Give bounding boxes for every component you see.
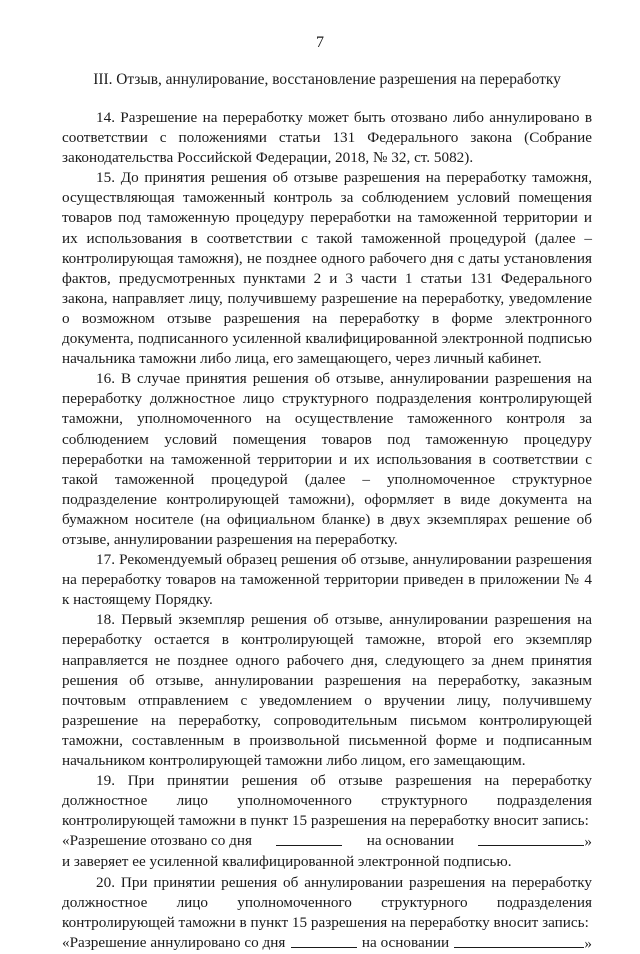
record-19-prefix: «Разрешение отозвано со дня [62,832,252,850]
record-20-prefix: «Разрешение аннулировано со дня [62,933,286,951]
record-line-20 [62,933,592,954]
page-number: 7 [316,34,324,51]
record-20-basis-group [454,933,592,954]
paragraph-15: 15. До принятия решения об отзыве разрешения на переработку таможня, осуществляющая таможенный контроль за соблюдением условий помещения товаров под таможенную процедуру переработки на таможенной территории и их использования в соответствии с такой таможенной процедурой (далее – контролирующая таможня), не позднее одного рабочего дня с даты установления фактов, предусмотренных пунктами 2 и 3 части 1 статьи 131 Федерального закона, направляет лицу, получившему разрешение на переработку, уведомление о возможном отзыве разрешения на переработку в форме электронного документа, подписанного усиленной квалифицированной электронной подписью начальника таможни либо лица, его замещающего, через личный кабинет. [62,169,592,368]
paragraph-17: 17. Рекомендуемый образец решения об отзыве, аннулировании разрешения на переработку товаров на таможенной территории приведен в приложении № 4 к настоящему Порядку. [62,551,592,609]
paragraph-16: 16. В случае принятия решения об отзыве, аннулировании разрешения на переработку должностное лицо структурного подразделения контролирующей таможни, уполномоченного на осуществление таможенного контроля за соблюдением условий помещения товаров под таможенную процедуру переработки на таможенной территории и их использования в соответствии с такой таможенной процедурой (далее – уполномоченное структурное подразделение контролирующей таможни), оформляет в виде документа на бумажном носителе (на официальном бланке) в двух экземплярах решение об отзыве, аннулировании разрешения на переработку. [62,370,592,548]
paragraph-14: 14. Разрешение на переработку может быть отозвано либо аннулировано в соответствии с положениями статьи 131 Федерального закона (Собрание законодательства Российской Федерации, 2018, № 32, ст. 5082). [62,109,592,167]
record-19-basis: на основании [366,832,454,850]
date-blank-line [291,933,357,948]
record-20-close: » [584,934,592,952]
section-title: III. Отзыв, аннулирование, восстановление разрешения на переработку [93,71,561,88]
record-20-basis: на основании [361,933,450,951]
paragraph-18: 18. Первый экземпляр решения об отзыве, аннулировании разрешения на переработку остается в контролирующей таможне, второй его экземпляр направляется не позднее одного рабочего дня, следующего за днем принятия решения об отзыве, аннулировании разрешения на переработку, заказным почтовым отправлением с уведомлением о вручении лицу, получившему разрешение на переработку, сопроводительным письмом контролирующей таможни, составленным в произвольной письменной форме и подписанным начальником контролирующей таможни либо лицом, его замещающим. [62,611,592,769]
record-19-close: » [584,833,592,851]
basis-blank-line [454,933,584,948]
date-blank-line [276,831,342,846]
paragraph-20: 20. При принятии решения об аннулировании разрешения на переработку должностное лицо уполномоченного структурного подразделения контролирующей таможни в пункт 15 разрешения на переработку вносит запись: [62,873,592,931]
paragraph-19-end: и заверяет ее усиленной квалифицированной электронной подписью. [62,853,512,871]
basis-blank-line [478,831,584,846]
paragraph-19: 19. При принятии решения об отзыве разрешения на переработку должностное лицо уполномоченного структурного подразделения контролирующей таможни в пункт 15 разрешения на переработку вносит запись: [62,772,592,830]
document-body [62,108,592,954]
record-19-basis-group [478,831,592,852]
record-line-19 [62,831,592,852]
